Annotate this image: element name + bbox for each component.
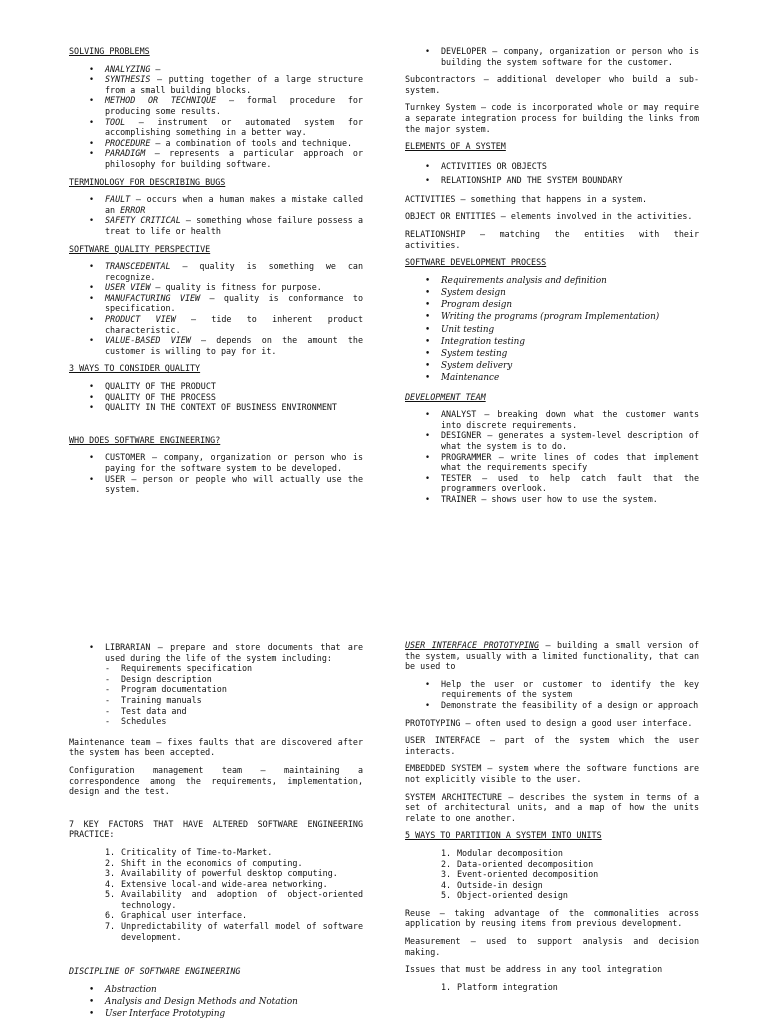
reuse-paragraph: Reuse – taking advantage of the commonalities across application by reusing items from previous development. <box>405 907 699 929</box>
uip-list <box>405 679 699 711</box>
heading-elements: ELEMENTS OF A SYSTEM <box>405 141 506 152</box>
config-paragraph: Configuration management team – maintaining a correspondence among the requirements, implementation, design and the test. <box>69 764 363 797</box>
list-item: • TESTER – used to help catch fault that the programmers overlook. <box>441 473 699 494</box>
list-item: 5. Object-oriented design <box>457 890 699 901</box>
architecture-paragraph: SYSTEM ARCHITECTURE – describes the system in terms of a set of architectural units, and a map of how the units relate to one another. <box>405 791 699 823</box>
list-item: • Maintenance <box>441 372 699 384</box>
list-item: 2. Shift in the economics of computing. <box>121 858 363 869</box>
embedded-paragraph: EMBEDDED SYSTEM – system where the software functions are not explicitly visible to the user. <box>405 763 699 784</box>
list-item: • ACTIVITIES OR OBJECTS <box>441 159 699 173</box>
list-item: 3. Availability of powerful desktop computing. <box>121 868 363 879</box>
discipline-list <box>69 984 363 1021</box>
sub-item: - Test data and <box>105 706 363 717</box>
list-item: 6. Graphical user interface. <box>121 910 363 921</box>
sub-item: - Design description <box>105 674 363 685</box>
list-item: 5. Availability and adoption of object-oriented technology. <box>121 889 363 910</box>
list-item: • QUALITY OF THE PRODUCT <box>105 381 363 392</box>
list-item: • Requirements analysis and definition <box>441 275 699 287</box>
prototyping-paragraph: PROTOTYPING – often used to design a good user interface. <box>405 717 693 728</box>
list-item: • Help the user or customer to identify the key requirements of the system <box>441 679 699 700</box>
list-item: 3. Event-oriented decomposition <box>457 869 699 880</box>
librarian-sublist <box>105 663 363 727</box>
who-list <box>69 452 363 494</box>
list-item: • PROCEDURE – a combination of tools and technique. <box>105 138 363 149</box>
developer-list <box>405 46 699 67</box>
list-item: • TRANSCEDENTAL – quality is something we can recognize. <box>105 261 363 282</box>
maintenance-paragraph: Maintenance team – fixes faults that are discovered after the system has been accepted. <box>69 736 363 758</box>
elements-list <box>405 159 699 187</box>
list-item: • ANALYST – breaking down what the customer wants into discrete requirements. <box>441 409 699 430</box>
list-item: 7. Unpredictability of waterfall model of software development. <box>121 921 363 942</box>
librarian-list <box>69 642 363 727</box>
list-item: • Demonstrate the feasibility of a design or approach <box>441 700 699 711</box>
measurement-paragraph: Measurement – used to support analysis and decision making. <box>405 936 699 957</box>
list-item: • System delivery <box>441 360 699 372</box>
heading-discipline: DISCIPLINE OF SOFTWARE ENGINEERING <box>69 966 241 977</box>
heading-sdp: SOFTWARE DEVELOPMENT PROCESS <box>405 257 547 268</box>
heading-7-factors: 7 KEY FACTORS THAT HAVE ALTERED SOFTWARE ENGINEERING PRACTICE: <box>69 818 363 840</box>
list-item: • METHOD OR TECHNIQUE – formal procedure for producing some results. <box>105 95 363 116</box>
list-item: • RELATIONSHIP AND THE SYSTEM BOUNDARY <box>441 173 699 187</box>
list-item: 2. Data-oriented decomposition <box>457 859 699 870</box>
list-item: • TOOL – instrument or automated system for accomplishing something in a better way. <box>105 117 363 138</box>
heading-bugs: TERMINOLOGY FOR DESCRIBING BUGS <box>69 176 226 187</box>
subcontractors-paragraph: Subcontractors – additional developer who build a sub-system. <box>405 74 699 95</box>
sub-item: - Training manuals <box>105 695 363 706</box>
heading-partition: 5 WAYS TO PARTITION A SYSTEM INTO UNITS <box>405 830 602 841</box>
relationship-paragraph: RELATIONSHIP – matching the entities with their activities. <box>405 228 699 250</box>
bugs-list <box>69 194 363 236</box>
list-item: • Integration testing <box>441 336 699 348</box>
list-item: • DEVELOPER – company, organization or person who is building the system software for the customer. <box>441 46 699 67</box>
column-2 <box>405 46 699 511</box>
heading-quality-perspective: SOFTWARE QUALITY PERSPECTIVE <box>69 243 211 254</box>
list-item: • SYNTHESIS – putting together of a large structure from a small building blocks. <box>105 74 363 95</box>
ways-list <box>69 381 363 413</box>
heading-dev-team: DEVELOPMENT TEAM <box>405 391 486 402</box>
list-item: 1. Platform integration <box>457 982 699 993</box>
list-item: 1. Criticality of Time-to-Market. <box>121 847 363 858</box>
list-item: • Unit testing <box>441 324 699 336</box>
heading-who-does: WHO DOES SOFTWARE ENGINEERING? <box>69 434 221 445</box>
list-item: • PARADIGM – represents a particular approach or philosophy for building software. <box>105 148 363 169</box>
sub-item: - Program documentation <box>105 684 363 695</box>
heading-solving-problems: SOLVING PROBLEMS <box>69 46 150 56</box>
factors-list <box>69 847 363 942</box>
list-item: 4. Extensive local-and wide-area networking. <box>121 879 363 890</box>
heading-3-ways: 3 WAYS TO CONSIDER QUALITY <box>69 363 201 374</box>
list-item: • USER VIEW – quality is fitness for purpose. <box>105 282 363 293</box>
list-item: • TRAINER – shows user how to use the system. <box>441 494 699 505</box>
sub-item: - Schedules <box>105 716 363 727</box>
list-item: • USER – person or people who will actually use the system. <box>105 474 363 495</box>
list-item: • VALUE-BASED VIEW – depends on the amount the customer is willing to pay for it. <box>105 335 363 356</box>
list-item: • User Interface Prototyping <box>105 1008 363 1020</box>
list-item: • FAULT – occurs when a human makes a mistake called an ERROR <box>105 194 363 215</box>
list-item: • CUSTOMER – company, organization or person who is paying for the software system to be developed. <box>105 452 363 473</box>
solving-problems-list <box>69 64 363 170</box>
partition-list <box>405 848 699 901</box>
objects-paragraph: OBJECT OR ENTITIES – elements involved in the activities. <box>405 211 693 222</box>
list-item: • System design <box>441 287 699 299</box>
sub-item: - Requirements specification <box>105 663 363 674</box>
list-item: • Abstraction <box>105 984 363 996</box>
list-item: • MANUFACTURING VIEW – quality is conformance to specification. <box>105 293 363 314</box>
issues-paragraph: Issues that must be address in any tool integration <box>405 964 663 975</box>
list-item: 4. Outside-in design <box>457 880 699 891</box>
list-item: • PRODUCT VIEW – tide to inherent product characteristic. <box>105 314 363 335</box>
column-3 <box>69 642 363 1027</box>
list-item: • LIBRARIAN – prepare and store documents that are used during the life of the system including: - Requirements specification - Design description - Program documentation - Training manuals - Test data and - Schedules <box>105 642 363 727</box>
list-item: • QUALITY IN THE CONTEXT OF BUSINESS ENVIRONMENT <box>105 402 363 413</box>
list-item: 1. Modular decomposition <box>457 848 699 859</box>
list-item: • QUALITY OF THE PROCESS <box>105 392 363 403</box>
turnkey-paragraph: Turnkey System – code is incorporated whole or may require a separate integration process for building the links from the major system. <box>405 102 699 134</box>
list-item: • Writing the programs (program Implementation) <box>441 311 699 323</box>
list-item: • Analysis and Design Methods and Notation <box>105 996 363 1008</box>
list-item: • System testing <box>441 348 699 360</box>
activities-paragraph: ACTIVITIES – something that happens in a system. <box>405 193 648 204</box>
uip-paragraph: USER INTERFACE PROTOTYPING – building a small version of the system, usually with a limited functionality, that can be used to <box>405 640 699 672</box>
issues-list <box>405 982 699 993</box>
list-item: • ANALYZING – <box>105 64 363 75</box>
list-item: • Program design <box>441 299 699 311</box>
quality-list <box>69 261 363 356</box>
sdp-list <box>405 275 699 385</box>
list-item: • SAFETY CRITICAL – something whose failure possess a treat to life or health <box>105 215 363 236</box>
list-item: • DESIGNER – generates a system-level description of what the system is to do. <box>441 430 699 451</box>
team-list <box>405 409 699 504</box>
user-interface-paragraph: USER INTERFACE – part of the system which the user interacts. <box>405 735 699 756</box>
column-4 <box>405 640 699 999</box>
list-item: • PROGRAMMER – write lines of codes that implement what the requirements specify <box>441 452 699 473</box>
column-1 <box>69 46 363 502</box>
